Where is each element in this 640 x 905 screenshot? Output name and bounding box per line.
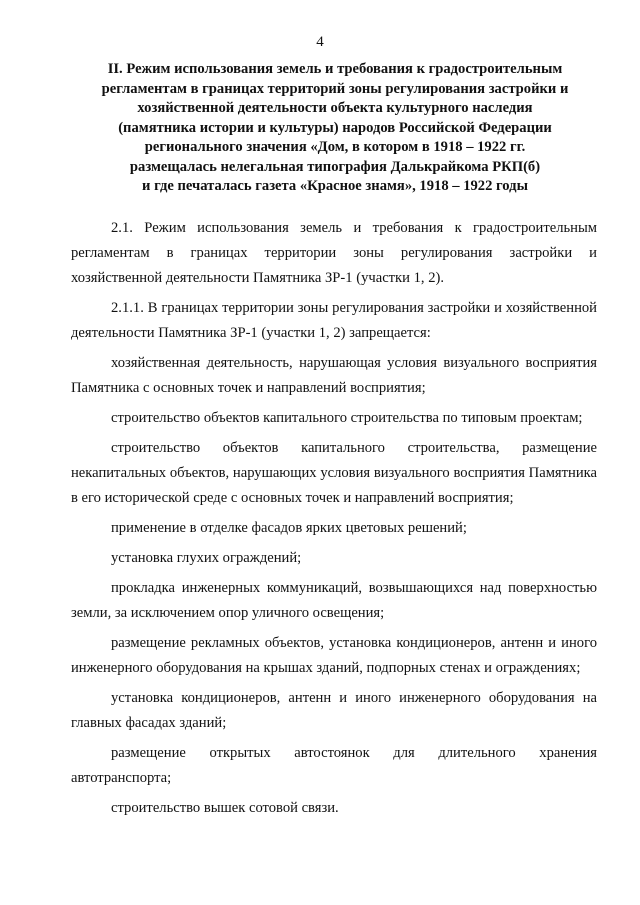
list-item: размещение открытых автостоянок для длительного хранения автотранспорта; — [71, 745, 597, 786]
document-body — [71, 216, 597, 826]
heading-line: (памятника истории и культуры) народов Российской Федерации — [118, 119, 552, 136]
list-item: строительство объектов капитального строительства, размещение некапитальных объектов, нарушающих условия визуального восприятия Памятника в его исторической среде с основных точек и направлений восприятия; — [71, 440, 597, 506]
list-item: применение в отделке фасадов ярких цветовых решений; — [111, 520, 467, 536]
paragraph-2-1-1: 2.1.1. В границах территории зоны регулирования застройки и хозяйственной деятельности Памятника ЗР-1 (участки 1, 2) запрещается: — [71, 300, 597, 341]
list-item: размещение рекламных объектов, установка кондиционеров, антенн и иного инженерного оборудования на крышах зданий, подпорных стенах и ограждениях; — [71, 635, 597, 676]
list-item: хозяйственная деятельность, нарушающая условия визуального восприятия Памятника с основных точек и направлений восприятия; — [71, 355, 597, 396]
section-heading — [70, 60, 600, 197]
list-item: прокладка инженерных коммуникаций, возвышающихся над поверхностью земли, за исключением опор уличного освещения; — [71, 580, 597, 621]
heading-line: хозяйственной деятельности объекта культурного наследия — [137, 100, 533, 116]
paragraph-2-1: 2.1. Режим использования земель и требования к градостроительным регламентам в границах территории зоны регулирования застройки и хозяйственной деятельности Памятника ЗР-1 (участки 1, 2). — [71, 220, 597, 286]
heading-line: II. Режим использования земель и требования к градостроительным — [107, 61, 563, 77]
heading-line: размещалась нелегальная типография Далькрайкома РКП(б) — [129, 158, 541, 175]
list-item: строительство объектов капитального строительства по типовым проектам; — [111, 410, 583, 426]
list-item: установка кондиционеров, антенн и иного инженерного оборудования на главных фасадах зданий; — [71, 690, 597, 731]
heading-line: регламентам в границах территорий зоны регулирования застройки и — [101, 80, 569, 97]
list-item: установка глухих ограждений; — [111, 550, 302, 566]
list-item: строительство вышек сотовой связи. — [111, 800, 339, 816]
page-number: 4 — [316, 34, 324, 50]
heading-line: регионального значения «Дом, в котором в 1918 – 1922 гг. — [144, 139, 526, 155]
heading-line: и где печаталась газета «Красное знамя», 1918 – 1922 годы — [142, 178, 528, 194]
